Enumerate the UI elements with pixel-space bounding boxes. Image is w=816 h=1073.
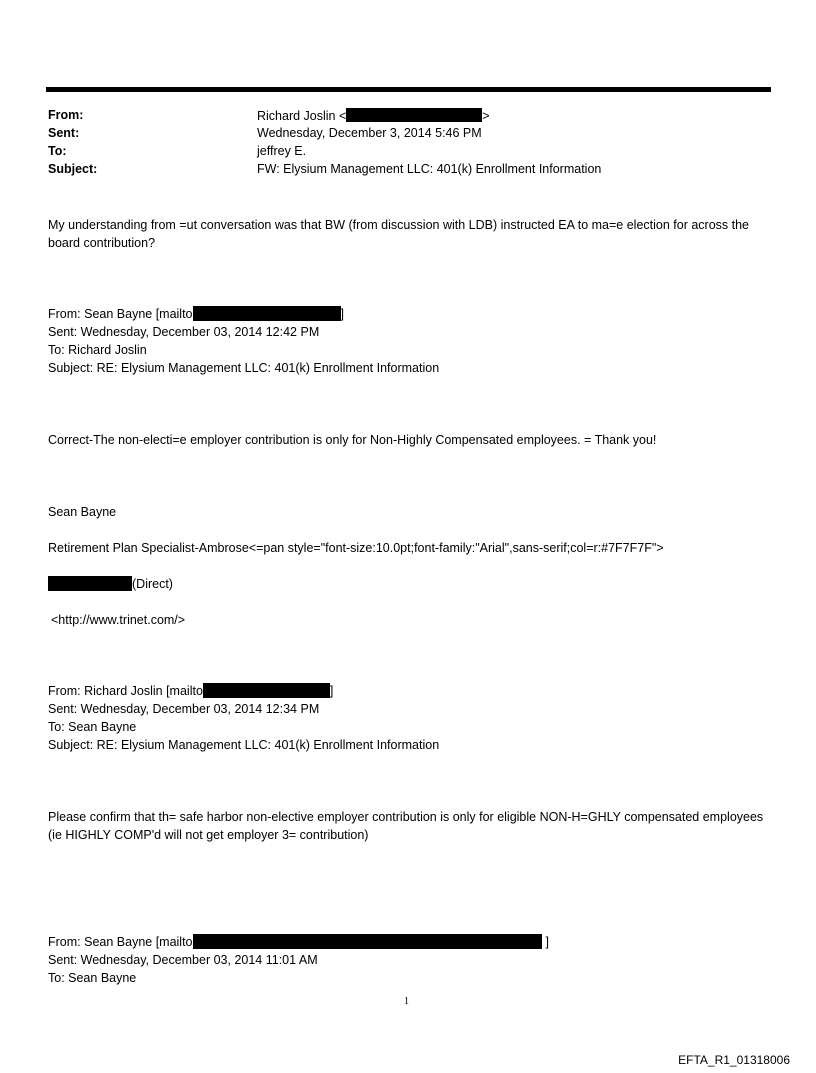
redaction-block bbox=[193, 934, 542, 949]
header-rule bbox=[46, 87, 771, 92]
msg3-to: To: Sean Bayne bbox=[48, 971, 137, 985]
msg2-from-text: From: Richard Joslin [mailto bbox=[48, 684, 203, 698]
redaction-block bbox=[203, 683, 330, 698]
msg1-phone-label: (Direct) bbox=[132, 577, 173, 591]
msg2-from bbox=[48, 682, 333, 700]
msg2-to: To: Sean Bayne bbox=[48, 720, 137, 734]
to-value: jeffrey E. bbox=[257, 144, 307, 158]
from-name: Richard Joslin < bbox=[257, 109, 347, 123]
from-close: > bbox=[482, 109, 490, 123]
redaction-block bbox=[346, 108, 482, 122]
msg1-to: To: Richard Joslin bbox=[48, 343, 147, 357]
redaction-block bbox=[193, 306, 341, 321]
from-value bbox=[257, 108, 490, 123]
msg1-body: Correct-The non-electi=e employer contribution is only for Non-Highly Compensated employees. = Thank you! bbox=[48, 433, 657, 447]
msg1-sent: Sent: Wednesday, December 03, 2014 12:42 PM bbox=[48, 325, 320, 339]
msg1-from bbox=[48, 305, 344, 323]
redaction-block bbox=[48, 576, 132, 591]
subject-value: FW: Elysium Management LLC: 401(k) Enrollment Information bbox=[257, 162, 602, 176]
body-intro: My understanding from =ut conversation was that BW (from discussion with LDB) instructed EA to ma=e election for across the board contribution? bbox=[48, 218, 750, 250]
msg2-from-close: ] bbox=[329, 684, 334, 698]
msg3-from-text: From: Sean Bayne [mailto bbox=[48, 935, 193, 949]
msg3-from-close: ] bbox=[545, 935, 549, 949]
from-label: From: bbox=[48, 108, 84, 122]
msg1-from-text: From: Sean Bayne [mailto bbox=[48, 307, 193, 321]
to-label: To: bbox=[48, 144, 67, 158]
msg1-from-close: ] bbox=[340, 307, 344, 321]
msg1-sig-url: <http://www.trinet.com/> bbox=[51, 613, 186, 627]
subject-label: Subject: bbox=[48, 162, 98, 176]
msg1-sig-title: Retirement Plan Specialist-Ambrose<=pan style="font-size:10.0pt;font-family:"Arial",sans-serif;col=r:#7F7F7F"> bbox=[48, 541, 664, 555]
msg3-sent: Sent: Wednesday, December 03, 2014 11:01 AM bbox=[48, 953, 318, 967]
msg2-body: Please confirm that th= safe harbor non-elective employer contribution is only for eligible NON-H=GHLY compensated employees (ie HIGHLY COMP'd will not get employer 3= contribution) bbox=[48, 810, 764, 842]
msg3-from bbox=[48, 933, 549, 951]
msg1-subject: Subject: RE: Elysium Management LLC: 401(k) Enrollment Information bbox=[48, 361, 440, 375]
msg2-sent: Sent: Wednesday, December 03, 2014 12:34 PM bbox=[48, 702, 320, 716]
msg1-sig-name: Sean Bayne bbox=[48, 505, 117, 519]
msg1-sig-phone bbox=[48, 575, 173, 593]
msg2-subject: Subject: RE: Elysium Management LLC: 401(k) Enrollment Information bbox=[48, 738, 440, 752]
sent-label: Sent: bbox=[48, 126, 80, 140]
page-number: 1 bbox=[404, 996, 409, 1007]
sent-value: Wednesday, December 3, 2014 5:46 PM bbox=[257, 126, 482, 140]
bates-number: EFTA_R1_01318006 bbox=[678, 1053, 790, 1067]
